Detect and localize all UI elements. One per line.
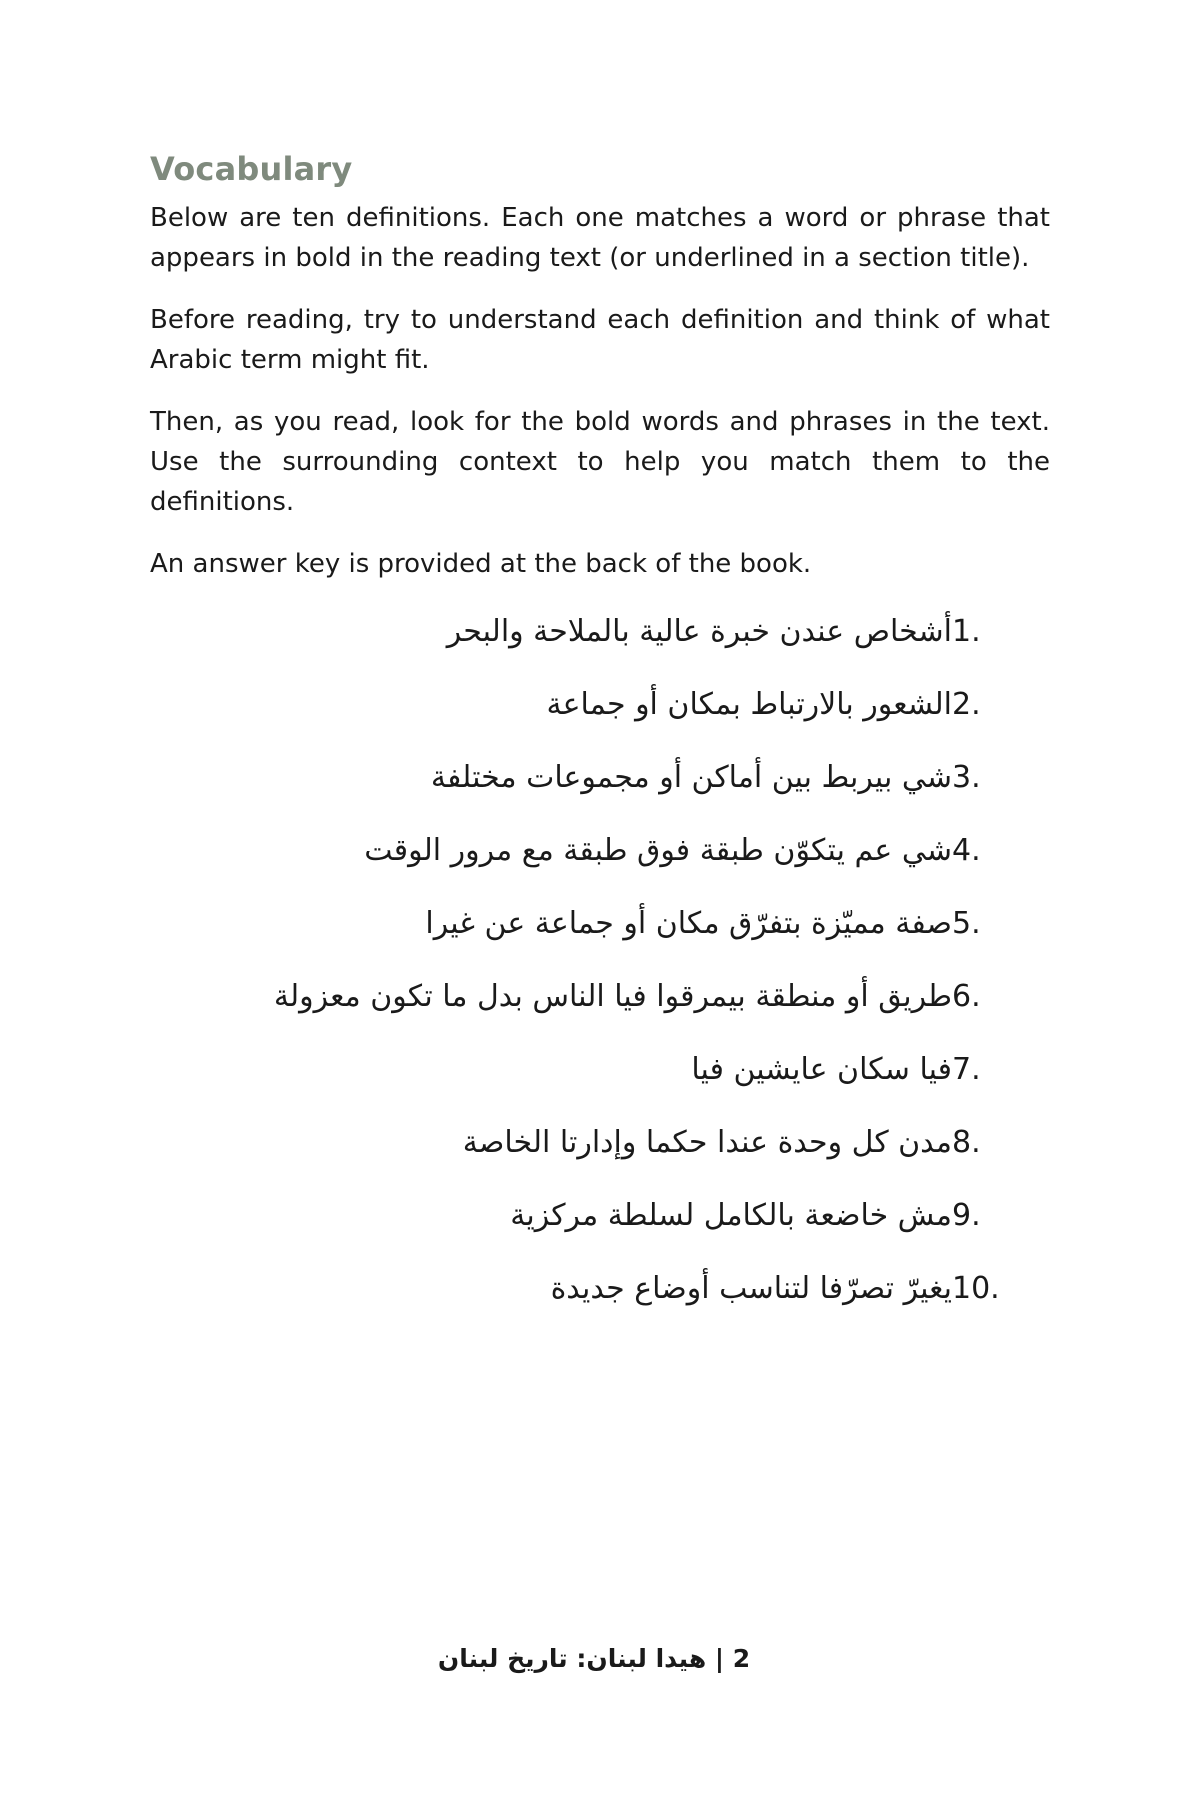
footer-text: 2 | هيدا لبنان: تاريخ لبنان [437,1644,751,1673]
item-number: 5. [952,906,981,941]
item-number: 4. [952,833,981,868]
intro-paragraph-1: Below are ten definitions. Each one matches a word or phrase that appears in bold in the reading text (or underlined in a section title). [150,203,1050,273]
item-number: 10. [952,1271,1000,1306]
definition-text: مش خاضعة بالكامل لسلطة مركزية [510,1198,952,1233]
definition-text: شي بيربط بين أماكن أو مجموعات مختلفة [430,760,952,795]
definition-text: صفة مميّزة بتفرّق مكان أو جماعة عن غيرا [425,906,952,941]
list-item [104,1271,1004,1344]
vocabulary-list [104,614,1004,1344]
list-item [104,760,1004,833]
item-number: 3. [952,760,981,795]
page-footer [0,1644,1200,1673]
intro-paragraph-4: An answer key is provided at the back of the book. [150,549,812,579]
definition-text: أشخاص عندن خبرة عالية بالملاحة والبحر [446,614,952,649]
item-number: 8. [952,1125,981,1160]
section-heading: Vocabulary [150,150,353,188]
definition-text: شي عم يتكوّن طبقة فوق طبقة مع مرور الوقت [364,833,952,868]
intro-paragraph-2: Before reading, try to understand each definition and think of what Arabic term might fit. [150,305,1050,375]
definition-text: الشعور بالارتباط بمكان أو جماعة [546,687,952,722]
vocabulary-section [150,150,1050,606]
definition-text: يغيرّ تصرّفا لتناسب أوضاع جديدة [550,1271,952,1306]
list-item [104,833,1004,906]
list-item [104,614,1004,687]
definition-text: فيا سكان عايشين فيا [691,1052,952,1087]
list-item [104,1125,1004,1198]
definition-text: مدن كل وحدة عندا حكما وإدارتا الخاصة [462,1125,952,1160]
intro-paragraph-3: Then, as you read, look for the bold words and phrases in the text. Use the surrounding context to help you match them to the definitions. [150,407,1050,517]
item-number: 6. [952,979,981,1014]
item-number: 7. [952,1052,981,1087]
list-item [104,979,1004,1052]
list-item [104,1052,1004,1125]
list-item [104,1198,1004,1271]
item-number: 9. [952,1198,981,1233]
item-number: 1. [952,614,981,649]
item-number: 2. [952,687,981,722]
definition-text: طريق أو منطقة بيمرقوا فيا الناس بدل ما تكون معزولة [273,979,952,1014]
list-item [104,906,1004,979]
list-item [104,687,1004,760]
